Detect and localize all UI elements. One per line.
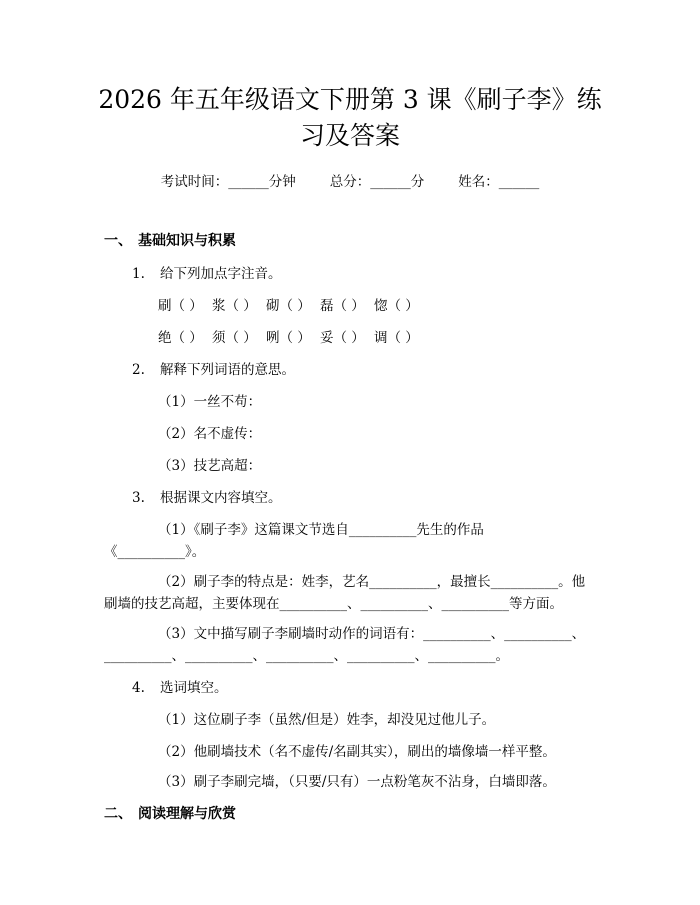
pinyin-item: 须（ ）: [212, 330, 257, 346]
question-text: 选词填空。: [160, 680, 228, 696]
definition-item-3: （3）技艺高超：: [158, 458, 262, 474]
pinyin-item: 调（ ）: [374, 330, 419, 346]
definition-item-2: （2）名不虚传：: [158, 426, 262, 442]
fill-item-3-line-1: （3）文中描写刷子李刷墙时动作的词语有：__________、__________、: [158, 626, 586, 642]
student-name: 姓名：______: [458, 174, 540, 190]
fill-item-1-line-1: （1）《刷子李》这篇课文节选自__________先生的作品: [158, 522, 484, 538]
pinyin-item: 绝（ ）: [158, 330, 203, 346]
pinyin-row-1: [158, 294, 428, 314]
exam-time: 考试时间：______分钟: [160, 174, 296, 190]
question-number: 4.: [132, 680, 145, 696]
exam-score: 总分：______分: [329, 174, 425, 190]
exam-meta: [0, 170, 700, 190]
word-choice-item-2: （2）他刷墙技术（名不虚传/名副其实），刷出的墙像墙一样平整。: [158, 744, 556, 760]
question-number: 3.: [132, 490, 145, 506]
definition-item-1: （1）一丝不苟：: [158, 394, 262, 410]
pinyin-item: 磊（ ）: [320, 298, 365, 314]
word-choice-item-1: （1）这位刷子李（虽然/但是）姓李，却没见过他儿子。: [158, 712, 496, 728]
fill-item-1-line-2: 《__________》。: [104, 544, 206, 560]
fill-item-3-line-2: __________、__________、__________、__________、__________。: [104, 648, 509, 664]
section-title: 阅读理解与欣赏: [138, 806, 236, 822]
question-text: 给下列加点字注音。: [160, 266, 282, 282]
word-choice-item-3: （3）刷子李刷完墙，（只要/只有）一点粉笔灰不沾身，白墙即落。: [158, 774, 556, 790]
document-title-line1: 2026 年五年级语文下册第 3 课《刷子李》练: [98, 85, 602, 114]
question-2: [132, 358, 295, 378]
pinyin-item: 妥（ ）: [320, 330, 365, 346]
section-number: 一、: [104, 233, 132, 249]
question-4: [132, 676, 228, 696]
pinyin-item: 咧（ ）: [266, 330, 311, 346]
pinyin-item: 浆（ ）: [212, 298, 257, 314]
question-text: 解释下列词语的意思。: [160, 362, 295, 378]
question-number: 1.: [132, 266, 145, 282]
document-title-line2: 习及答案: [299, 121, 400, 150]
pinyin-item: 刷（ ）: [158, 298, 203, 314]
section-heading-2: [104, 803, 236, 823]
fill-item-2-line-2: 刷墙的技艺高超，主要体现在__________、__________、__________等方面。: [104, 596, 563, 612]
pinyin-item: 惚（ ）: [374, 298, 419, 314]
section-number: 二、: [104, 806, 132, 822]
question-1: [132, 262, 282, 282]
section-heading-1: [104, 230, 236, 250]
pinyin-item: 砌（ ）: [266, 298, 311, 314]
pinyin-row-2: [158, 326, 428, 346]
section-title: 基础知识与积累: [138, 233, 236, 249]
fill-item-2-line-1: （2）刷子李的特点是：姓李，艺名__________，最擅长__________。他: [158, 574, 586, 590]
question-text: 根据课文内容填空。: [160, 490, 282, 506]
question-3: [132, 486, 282, 506]
question-number: 2.: [132, 362, 145, 378]
